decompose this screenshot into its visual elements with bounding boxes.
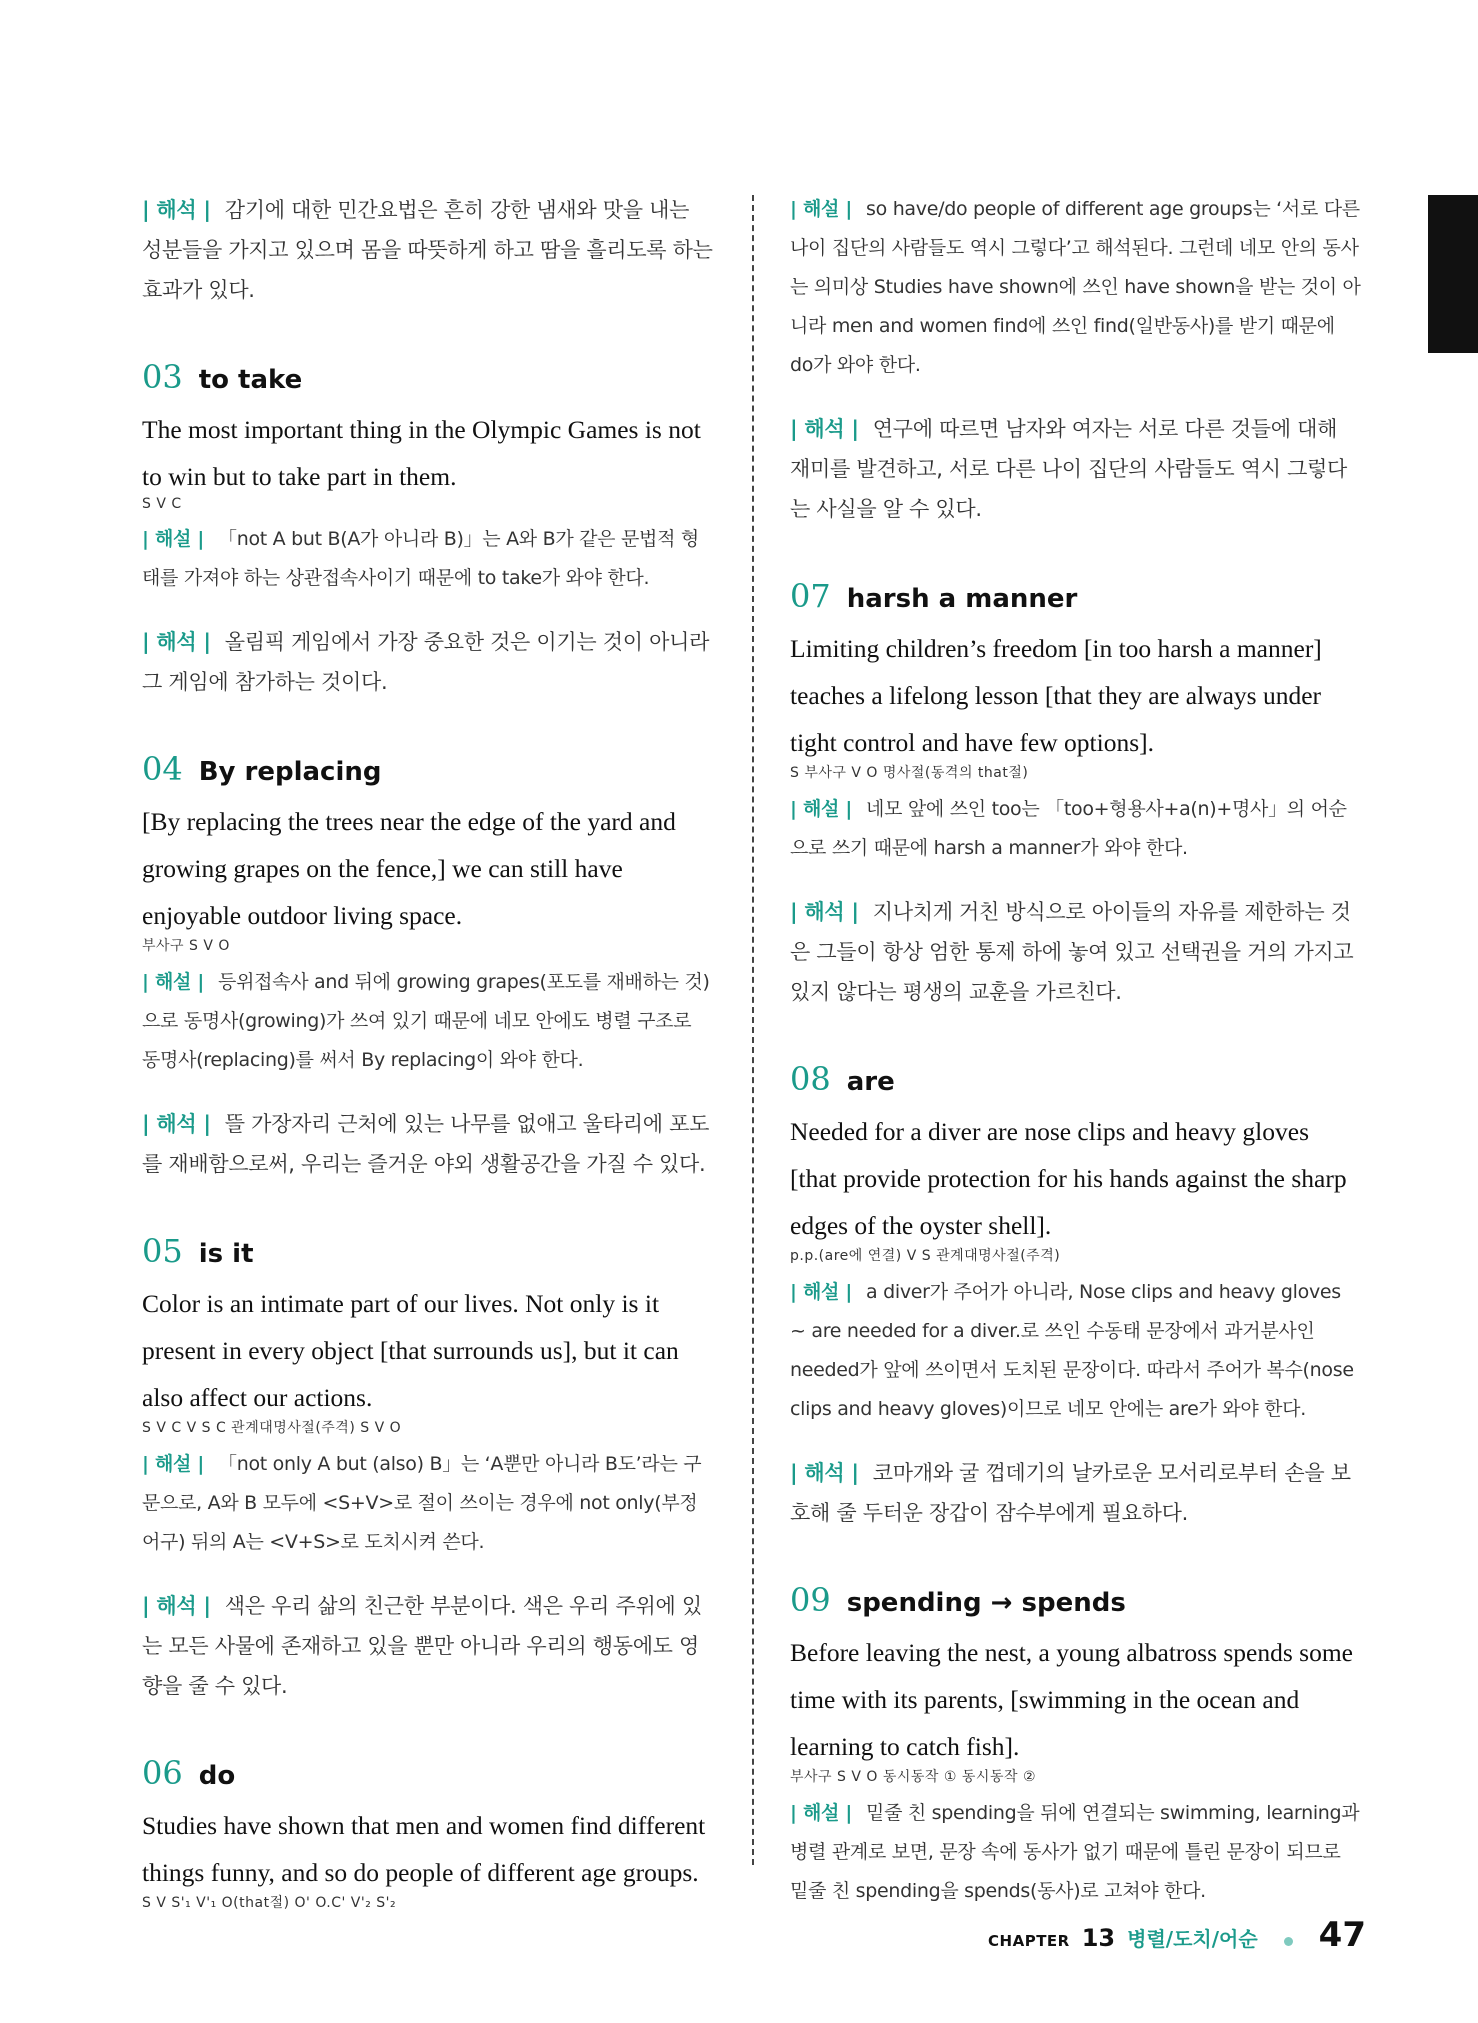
q07-translate: | 해석 | 지나치게 거친 방식으로 아이들의 자유를 제한하는 것은 그들이 항상 엄한 통제 하에 놓여 있고 선택권을 거의 가지고 있지 않다는 평생의 교훈을 가르친다. bbox=[790, 900, 1354, 1004]
q04-marks: 부사구 S V O bbox=[142, 938, 230, 954]
page-footer bbox=[988, 1915, 1366, 1955]
q06-heading: 06 do bbox=[142, 1754, 236, 1792]
q04-sentence: [By replacing the trees near the edge of the yard and growing grapes on the fence,] we can still have enjoyable outdoor living space. bbox=[142, 807, 676, 930]
chapter-number: 13 bbox=[1081, 1924, 1116, 1952]
right-column bbox=[790, 190, 1362, 1935]
q05-translate: | 해석 | 색은 우리 삶의 친근한 부분이다. 색은 우리 주위에 있는 모든 사물에 존재하고 있을 뿐만 아니라 우리의 행동에도 영향을 줄 수 있다. bbox=[142, 1594, 702, 1698]
q08-marks: p.p.(are에 연결) V S 관계대명사절(주격) bbox=[790, 1248, 1061, 1264]
q08-sentence: Needed for a diver are nose clips and heavy gloves [that provide protection for his hands against the sharp edges of the oyster shell]. bbox=[790, 1117, 1347, 1240]
q03-heading: 03 to take bbox=[142, 358, 303, 396]
q08-translate: | 해석 | 코마개와 굴 껍데기의 날카로운 모서리로부터 손을 보호해 줄 두터운 장갑이 잠수부에게 필요하다. bbox=[790, 1461, 1351, 1525]
q09-heading: 09 spending → spends bbox=[790, 1581, 1126, 1619]
q03-marks: S V C bbox=[142, 496, 182, 512]
q06-marks: S V S'₁ V'₁ O(that절) O' O.C' V'₂ S'₂ bbox=[142, 1895, 397, 1911]
q09-explain: | 해설 | 밑줄 친 spending을 뒤에 연결되는 swimming, learning과 병렬 관계로 보면, 문장 속에 동사가 없기 때문에 틀린 문장이 되므로 밑줄 친 spending을 spends(동사)로 고쳐야 한다. bbox=[790, 1802, 1360, 1902]
q07-sentence: Limiting children’s freedom [in too harsh a manner] teaches a lifelong lesson [that they are always under tight control and have few options]. bbox=[790, 634, 1322, 757]
q05-heading: 05 is it bbox=[142, 1232, 254, 1270]
q03-translate: | 해석 | 올림픽 게임에서 가장 중요한 것은 이기는 것이 아니라 그 게임에 참가하는 것이다. bbox=[142, 630, 710, 694]
q08-heading: 08 are bbox=[790, 1060, 895, 1098]
chapter-title: 병렬/도치/어순 bbox=[1127, 1927, 1258, 1951]
q04-explain: | 해설 | 등위접속사 and 뒤에 growing grapes(포도를 재배하는 것)으로 동명사(growing)가 쓰여 있기 때문에 네모 안에도 병렬 구조로 동명사(replacing)를 써서 By replacing이 와야 한다. bbox=[142, 971, 710, 1071]
chapter-label: CHAPTER bbox=[988, 1932, 1070, 1950]
bullet-dot-icon bbox=[1284, 1937, 1293, 1946]
q06-translate: | 해석 | 연구에 따르면 남자와 여자는 서로 다른 것들에 대해 재미를 발견하고, 서로 다른 나이 집단의 사람들도 역시 그렇다는 사실을 알 수 있다. bbox=[790, 417, 1348, 521]
q07-marks: S 부사구 V O 명사절(동격의 that절) bbox=[790, 765, 1029, 781]
q07-heading: 07 harsh a manner bbox=[790, 577, 1078, 615]
q08-explain: | 해설 | a diver가 주어가 아니라, Nose clips and heavy gloves ~ are needed for a diver.로 쓰인 수동태 문장에서 과거분사인 needed가 앞에 쓰이면서 도치된 문장이다. 따라서 주어가 복수(nose clips and heavy gloves)이므로 네모 안에는 are가 와야 한다. bbox=[790, 1281, 1354, 1420]
q03-sentence: The most important thing in the Olympic Games is not to win but to take part in them. bbox=[142, 415, 701, 491]
q03-explain: | 해설 | 「not A but B(A가 아니라 B)」는 A와 B가 같은 문법적 형태를 가져야 하는 상관접속사이기 때문에 to take가 와야 한다. bbox=[142, 528, 699, 589]
chapter-tab bbox=[1428, 195, 1478, 353]
q05-marks: S V C V S C 관계대명사절(주격) S V O bbox=[142, 1420, 402, 1436]
left-column bbox=[142, 190, 714, 1920]
page-number: 47 bbox=[1318, 1915, 1366, 1955]
q05-explain: | 해설 | 「not only A but (also) B」는 ‘A뿐만 아니라 B도’라는 구문으로, A와 B 모두에 <S+V>로 절이 쓰이는 경우에 not only(부정어구) 뒤의 A는 <V+S>로 도치시켜 쓴다. bbox=[142, 1453, 702, 1553]
q06-sentence: Studies have shown that men and women find different things funny, and so do people of different age groups. bbox=[142, 1811, 706, 1887]
q09-sentence: Before leaving the nest, a young albatross spends some time with its parents, [swimming in the ocean and learning to catch fish]. bbox=[790, 1638, 1353, 1761]
q09-marks: 부사구 S V O 동시동작 ① 동시동작 ② bbox=[790, 1769, 1036, 1785]
intro-translation: | 해석 | 감기에 대한 민간요법은 흔히 강한 냄새와 맛을 내는 성분들을 가지고 있으며 몸을 따뜻하게 하고 땀을 흘리도록 하는 효과가 있다. bbox=[142, 198, 713, 302]
q05-sentence: Color is an intimate part of our lives. Not only is it present in every object [that surrounds us], but it can also affect our actions. bbox=[142, 1289, 679, 1412]
q06-explain: | 해설 | so have/do people of different age groups는 ‘서로 다른 나이 집단의 사람들도 역시 그렇다’고 해석된다. 그런데 네모 안의 동사는 의미상 Studies have shown에 쓰인 have shown을 받는 것이 아니라 men and women find에 쓰인 find(일반동사)를 받기 때문에 do가 와야 한다. bbox=[790, 198, 1361, 376]
q04-heading: 04 By replacing bbox=[142, 750, 382, 788]
q04-translate: | 해석 | 뜰 가장자리 근처에 있는 나무를 없애고 울타리에 포도를 재배함으로써, 우리는 즐거운 야외 생활공간을 가질 수 있다. bbox=[142, 1112, 710, 1176]
column-divider bbox=[752, 195, 754, 1865]
q07-explain: | 해설 | 네모 앞에 쓰인 too는 「too+형용사+a(n)+명사」의 어순으로 쓰기 때문에 harsh a manner가 와야 한다. bbox=[790, 798, 1347, 859]
